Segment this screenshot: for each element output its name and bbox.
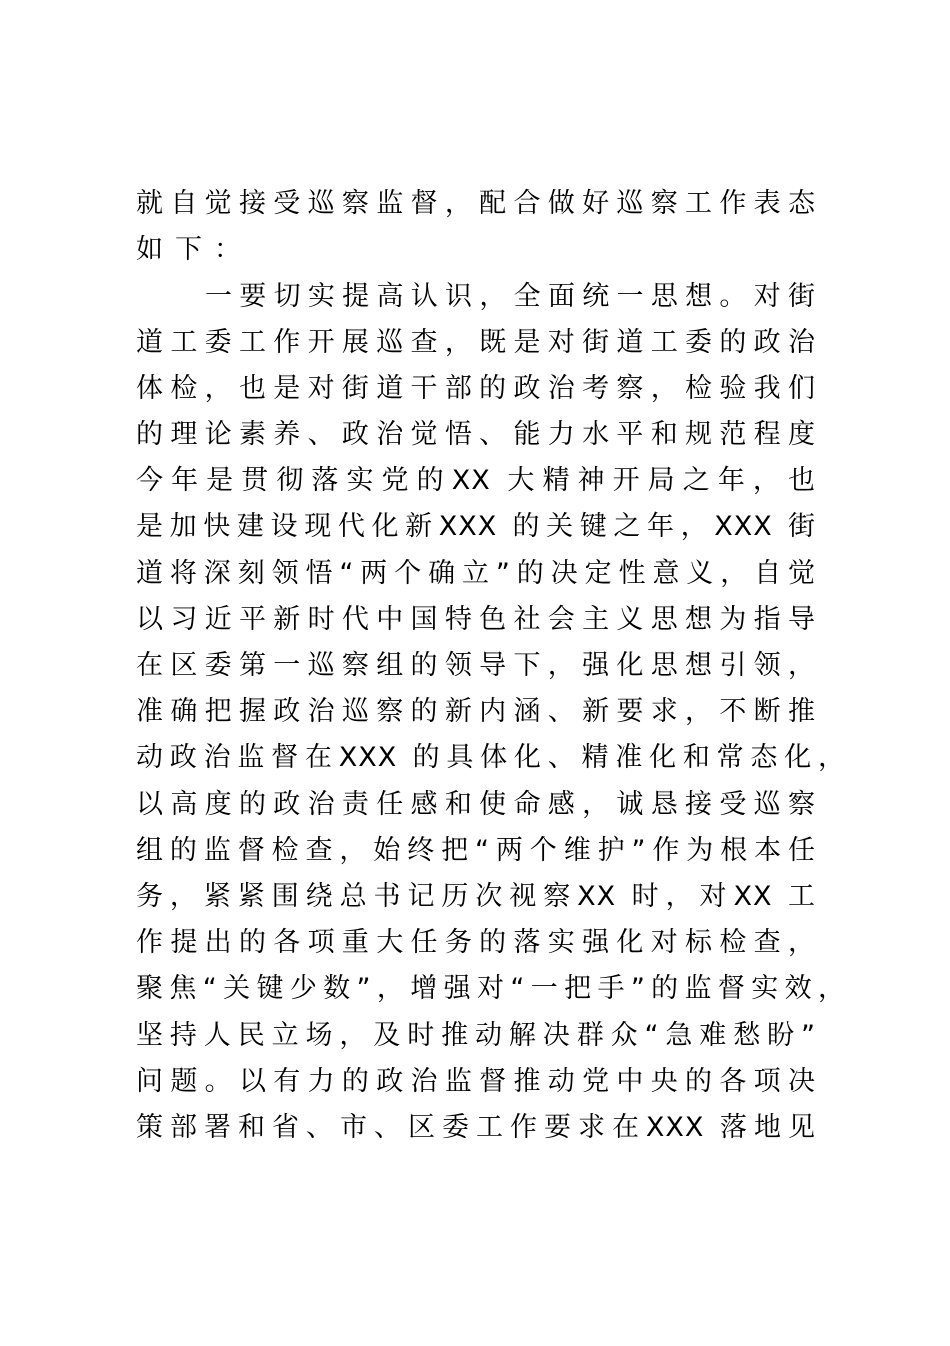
text-line-17: 作提出的各项重大任务的落实强化对标检查， (136, 927, 816, 958)
text-line-15: 组的监督检查，始终把“两个维护”作为根本任 (136, 835, 816, 866)
text-line-7: 今年是贯彻落实党的XX 大精神开局之年，也 (136, 465, 816, 496)
text-line-2: 如下： (136, 234, 253, 265)
text-line-14: 以高度的政治责任感和使命感，诚恳接受巡察 (136, 789, 816, 820)
text-line-18: 聚焦“关键少数”，增强对“一把手”的监督实效， (136, 973, 846, 1004)
text-line-16: 务，紧紧围绕总书记历次视察XX 时，对XX 工 (136, 881, 816, 912)
text-line-8: 是加快建设现代化新XXX 的关键之年，XXX 街 (136, 511, 816, 542)
text-line-12: 准确把握政治巡察的新内涵、新要求，不断推 (136, 696, 816, 727)
text-line-1: 就自觉接受巡察监督，配合做好巡察工作表态 (136, 188, 816, 219)
text-line-10: 以习近平新时代中国特色社会主义思想为指导 (136, 604, 816, 635)
text-line-6: 的理论素养、政治觉悟、能力水平和规范程度 (136, 419, 816, 450)
text-line-4: 道工委工作开展巡查，既是对街道工委的政治 (136, 327, 816, 358)
text-line-21: 策部署和省、市、区委工作要求在XXX 落地见 (136, 1112, 816, 1143)
text-line-20: 问题。以有力的政治监督推动党中央的各项决 (136, 1066, 816, 1097)
text-line-13: 动政治监督在XXX 的具体化、精准化和常态化， (136, 742, 846, 773)
text-line-9: 道将深刻领悟“两个确立”的决定性意义，自觉 (136, 558, 816, 589)
text-line-5: 体检，也是对街道干部的政治考察，检验我们 (136, 373, 816, 404)
text-line-11: 在区委第一巡察组的领导下，强化思想引领， (136, 650, 816, 681)
text-line-19: 坚持人民立场，及时推动解决群众“急难愁盼” (136, 1020, 816, 1051)
paragraph-start-line: 一要切实提高认识，全面统一思想。对街 (205, 281, 816, 312)
